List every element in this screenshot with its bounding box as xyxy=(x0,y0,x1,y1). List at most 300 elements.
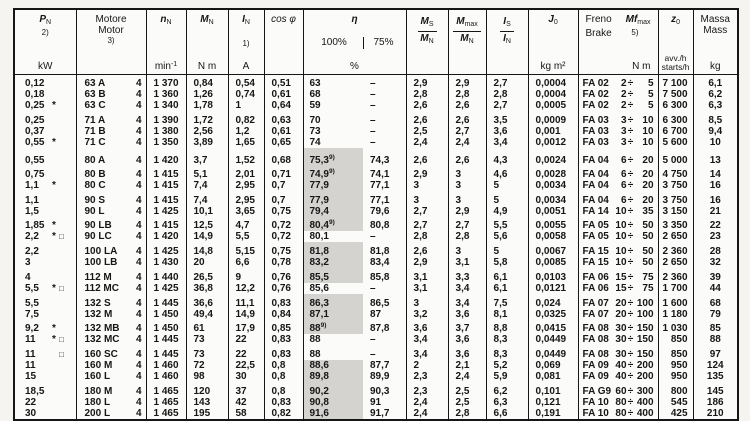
current-cell: 1 xyxy=(228,100,264,111)
brake-cell xyxy=(578,334,658,345)
table-row xyxy=(14,217,738,231)
starts-per-hour-cell: 3 750 xyxy=(658,180,693,191)
ms-mn-cell: 2 xyxy=(406,360,448,371)
divide-sign: ÷ xyxy=(627,115,634,126)
brake-torque-max: 75 xyxy=(642,272,654,283)
speed-cell: 1 450 xyxy=(146,320,186,334)
ms-mn-cell: 3 xyxy=(406,180,448,191)
cosphi-cell: 0,8 xyxy=(264,382,303,397)
col-header-mn: $M_N$ N m xyxy=(186,9,228,75)
speed-cell: 1 425 xyxy=(146,242,186,257)
speed-cell: 1 445 xyxy=(146,294,186,309)
inertia-cell: 0,001 xyxy=(528,126,578,137)
star-mark: * xyxy=(52,220,56,231)
mass-cell: 28 xyxy=(709,246,721,257)
eta75-cell: – xyxy=(363,345,406,360)
eta100-cell: 74,9$^{9)}$ xyxy=(303,166,363,180)
mass-cell: 16 xyxy=(709,195,721,206)
is-in-cell: 5,8 xyxy=(486,257,528,268)
table-row xyxy=(14,360,738,371)
pn-value: 0,55 xyxy=(25,155,45,166)
poles-value: 4 xyxy=(135,283,142,294)
starts-per-hour-cell: 850 xyxy=(658,345,693,360)
inertia-cell: 0,0034 xyxy=(528,180,578,191)
inertia-cell: 0,0051 xyxy=(528,206,578,217)
inertia-cell: 0,0058 xyxy=(528,231,578,242)
col-header-j0: $J_0$ kg m² xyxy=(528,9,578,75)
star-mark: * xyxy=(52,100,56,111)
pn-cell xyxy=(14,242,76,257)
divide-sign: ÷ xyxy=(627,257,634,268)
motor-designation: 132 S xyxy=(84,298,111,309)
pn-value: 1,5 xyxy=(25,206,39,217)
pn-value: 0,18 xyxy=(25,89,45,100)
ms-mn-cell: 3,6 xyxy=(406,320,448,334)
cosphi-cell: 0,82 xyxy=(264,408,303,420)
motor-cell xyxy=(76,268,146,283)
brake-torque-min: 6 xyxy=(620,155,627,166)
speed-cell: 1 445 xyxy=(146,345,186,360)
mmax-mn-cell: 2,6 xyxy=(448,100,486,111)
divide-sign: ÷ xyxy=(627,220,634,231)
motor-cell xyxy=(76,137,146,148)
starts-per-hour-cell: 3 750 xyxy=(658,191,693,206)
pn-cell xyxy=(14,283,76,294)
brake-torque-min: 3 xyxy=(620,115,627,126)
poles-value: 4 xyxy=(135,246,142,257)
divide-sign: ÷ xyxy=(627,246,634,257)
brake-cell xyxy=(578,180,658,191)
inertia-cell: 0,191 xyxy=(528,408,578,420)
divide-sign: ÷ xyxy=(627,126,634,137)
table-row xyxy=(14,268,738,283)
eta75-cell: 91,7 xyxy=(363,408,406,420)
eta100-cell: 77,9 xyxy=(303,191,363,206)
motor-cell xyxy=(76,111,146,126)
speed-cell: 1 420 xyxy=(146,231,186,242)
pn-cell xyxy=(14,180,76,191)
table-row xyxy=(14,408,738,420)
mmax-mn-cell: 2,5 xyxy=(448,397,486,408)
starts-per-hour-cell: 2 650 xyxy=(658,231,693,242)
torque-cell: 36,8 xyxy=(186,283,228,294)
table-row xyxy=(14,257,738,268)
poles-value: 4 xyxy=(135,360,142,371)
brake-torque-max: 20 xyxy=(642,195,654,206)
brake-cell xyxy=(578,191,658,206)
mass-cell: 13 xyxy=(709,155,721,166)
eta75-cell: – xyxy=(363,334,406,345)
eta100-cell: 87,1 xyxy=(303,309,363,320)
brake-torque-max: 20 xyxy=(642,180,654,191)
ms-mn-cell: 2,4 xyxy=(406,408,448,420)
pn-cell xyxy=(14,100,76,111)
starts-per-hour-cell: 1 030 xyxy=(658,320,693,334)
eta75-cell: – xyxy=(363,283,406,294)
torque-cell: 98 xyxy=(186,371,228,382)
brake-torque-max: 50 xyxy=(642,257,654,268)
eta75-cell: 85,8 xyxy=(363,268,406,283)
current-cell: 22 xyxy=(228,334,264,345)
motor-table-body xyxy=(14,75,738,421)
motor-cell xyxy=(76,257,146,268)
is-in-cell: 5 xyxy=(486,242,528,257)
pn-value: 1,85 xyxy=(25,220,45,231)
inertia-cell: 0,0024 xyxy=(528,148,578,166)
is-in-cell: 6,1 xyxy=(486,268,528,283)
pn-cell xyxy=(14,382,76,397)
pn-cell xyxy=(14,191,76,206)
divide-sign: ÷ xyxy=(627,169,634,180)
table-header xyxy=(14,9,738,75)
divide-sign: ÷ xyxy=(627,408,634,419)
eta100-cell: 63 xyxy=(309,78,321,89)
inertia-cell: 0,0009 xyxy=(528,111,578,126)
brake-torque-min: 10 xyxy=(615,246,627,257)
speed-cell: 1 465 xyxy=(146,408,186,420)
torque-cell: 12,5 xyxy=(186,217,228,231)
brake-cell xyxy=(578,309,658,320)
ms-mn-cell: 3 xyxy=(406,191,448,206)
starts-per-hour-cell: 2 360 xyxy=(658,268,693,283)
star-mark: * xyxy=(52,137,56,148)
brake-torque-min: 80 xyxy=(615,408,627,419)
table-row xyxy=(14,180,738,191)
brake-type: FA 02 xyxy=(582,89,609,100)
pn-cell xyxy=(14,75,76,90)
brake-torque-min: 10 xyxy=(615,206,627,217)
mass-cell: 145 xyxy=(706,386,724,397)
cosphi-cell: 0,8 xyxy=(264,360,303,371)
eta75-cell: 80,8 xyxy=(363,217,406,231)
motor-designation: 132 MB xyxy=(84,323,120,334)
motor-designation: 160 M xyxy=(84,360,113,371)
current-cell: 5,15 xyxy=(228,242,264,257)
mmax-mn-cell: 2,8 xyxy=(448,89,486,100)
brake-torque-max: 5 xyxy=(647,100,654,111)
motor-cell xyxy=(76,382,146,397)
torque-cell: 14,8 xyxy=(186,242,228,257)
torque-cell: 120 xyxy=(186,382,228,397)
inertia-cell: 0,0012 xyxy=(528,137,578,148)
brake-torque-min: 20 xyxy=(615,309,627,320)
is-in-cell: 8,1 xyxy=(486,309,528,320)
mmax-mn-cell: 3,6 xyxy=(448,334,486,345)
brake-torque-max: 300 xyxy=(636,386,654,397)
poles-value: 4 xyxy=(135,371,142,382)
brake-torque-min: 3 xyxy=(620,137,627,148)
table-row xyxy=(14,382,738,397)
brake-type: FA 04 xyxy=(582,169,609,180)
starts-per-hour-cell: 5 000 xyxy=(658,148,693,166)
eta75-cell: 91 xyxy=(363,397,406,408)
divide-sign: ÷ xyxy=(627,137,634,148)
motor-designation: 112 MC xyxy=(84,283,119,294)
speed-cell: 1 465 xyxy=(146,397,186,408)
current-cell: 4,7 xyxy=(228,217,264,231)
brake-torque-max: 150 xyxy=(636,349,654,360)
pn-cell xyxy=(14,111,76,126)
eta75-cell: 90,3 xyxy=(363,382,406,397)
brake-torque-max: 100 xyxy=(636,309,654,320)
motor-cell xyxy=(76,126,146,137)
brake-torque-max: 10 xyxy=(642,137,654,148)
square-mark: □ xyxy=(59,350,64,359)
ms-mn-cell: 2,6 xyxy=(406,111,448,126)
col-header-in: $I_N$ 1) A xyxy=(228,9,264,75)
divide-sign: ÷ xyxy=(627,272,634,283)
brake-cell xyxy=(578,397,658,408)
is-in-cell: 4,6 xyxy=(486,166,528,180)
brake-torque-min: 40 xyxy=(615,360,627,371)
motor-cell xyxy=(76,75,146,90)
brake-torque-min: 10 xyxy=(615,231,627,242)
mass-cell: 21 xyxy=(709,206,721,217)
cosphi-cell: 0,72 xyxy=(264,231,303,242)
brake-torque-min: 40 xyxy=(615,371,627,382)
square-mark: □ xyxy=(59,232,64,241)
brake-torque-min: 6 xyxy=(620,180,627,191)
mmax-mn-cell: 2,9 xyxy=(448,206,486,217)
brake-type: FA 07 xyxy=(582,298,609,309)
pn-cell xyxy=(14,360,76,371)
mass-cell: 68 xyxy=(709,298,721,309)
eta100-cell: 59 xyxy=(309,100,321,111)
is-in-cell: 5,9 xyxy=(486,371,528,382)
motor-cell xyxy=(76,397,146,408)
current-cell: 30 xyxy=(228,371,264,382)
pn-value: 0,75 xyxy=(25,169,45,180)
is-in-cell: 5,5 xyxy=(486,217,528,231)
motor-cell xyxy=(76,180,146,191)
brake-torque-min: 30 xyxy=(615,349,627,360)
eta75-cell: 79,6 xyxy=(363,206,406,217)
brake-cell xyxy=(578,294,658,309)
mass-cell: 79 xyxy=(709,309,721,320)
pn-value: 22 xyxy=(25,397,37,408)
ms-mn-cell: 2,4 xyxy=(406,397,448,408)
brake-type: FA 05 xyxy=(582,231,609,242)
cosphi-cell: 0,83 xyxy=(264,294,303,309)
eta75-cell: 77,1 xyxy=(363,180,406,191)
starts-per-hour-cell: 6 700 xyxy=(658,126,693,137)
is-in-cell: 8,3 xyxy=(486,345,528,360)
is-in-cell: 5,2 xyxy=(486,360,528,371)
speed-cell: 1 460 xyxy=(146,371,186,382)
eta100-cell: 79,4 xyxy=(303,206,363,217)
brake-type: FA 09 xyxy=(582,360,609,371)
star-mark: * xyxy=(52,334,56,345)
brake-cell xyxy=(578,382,658,397)
ms-mn-cell: 2,6 xyxy=(406,100,448,111)
eta100-cell: 81,8 xyxy=(303,242,363,257)
pn-cell xyxy=(14,268,76,283)
brake-cell xyxy=(578,148,658,166)
brake-cell xyxy=(578,206,658,217)
speed-cell: 1 460 xyxy=(146,360,186,371)
mmax-mn-cell: 2,6 xyxy=(448,148,486,166)
brake-torque-min: 10 xyxy=(615,220,627,231)
brake-type: FA 06 xyxy=(582,283,609,294)
divide-sign: ÷ xyxy=(627,195,634,206)
motor-cell xyxy=(76,309,146,320)
is-in-cell: 6,3 xyxy=(486,397,528,408)
col-header-motor: Motore Motor 3) xyxy=(76,9,146,75)
is-in-cell: 3,5 xyxy=(486,111,528,126)
brake-type: FA G9 xyxy=(582,386,612,397)
motor-designation: 90 LB xyxy=(84,220,112,231)
motor-designation: 71 B xyxy=(84,126,106,137)
ms-mn-cell: 3,4 xyxy=(406,334,448,345)
poles-value: 4 xyxy=(135,100,142,111)
brake-type: FA 02 xyxy=(582,78,609,89)
motor-designation: 63 A xyxy=(84,78,106,89)
divide-sign: ÷ xyxy=(627,349,634,360)
motor-cell xyxy=(76,283,146,294)
table-row xyxy=(14,283,738,294)
pn-value: 18,5 xyxy=(25,386,45,397)
speed-cell: 1 425 xyxy=(146,206,186,217)
brake-torque-min: 2 xyxy=(620,100,627,111)
divide-sign: ÷ xyxy=(627,323,634,334)
speed-cell: 1 450 xyxy=(146,309,186,320)
table-row xyxy=(14,206,738,217)
starts-per-hour-cell: 7 100 xyxy=(658,75,693,90)
is-in-cell: 6,2 xyxy=(486,382,528,397)
motor-cell xyxy=(76,334,146,345)
inertia-cell: 0,0004 xyxy=(528,75,578,90)
is-in-cell: 4,9 xyxy=(486,206,528,217)
torque-cell: 10,1 xyxy=(186,206,228,217)
eta75-cell: – xyxy=(363,100,406,111)
ms-mn-cell: 3 xyxy=(406,294,448,309)
brake-torque-max: 5 xyxy=(647,89,654,100)
brake-cell xyxy=(578,75,658,90)
mass-cell: 210 xyxy=(706,408,724,419)
motor-cell xyxy=(76,206,146,217)
motor-designation: 100 LB xyxy=(84,257,118,268)
motor-cell xyxy=(76,191,146,206)
brake-torque-min: 60 xyxy=(615,386,627,397)
table-row xyxy=(14,294,738,309)
starts-per-hour-cell: 6 300 xyxy=(658,111,693,126)
pn-value: 1,1 xyxy=(25,180,39,191)
motor-cell xyxy=(76,100,146,111)
brake-type: FA 03 xyxy=(582,137,609,148)
eta75-cell: 86,5 xyxy=(363,294,406,309)
speed-cell: 1 465 xyxy=(146,382,186,397)
torque-cell: 61 xyxy=(186,320,228,334)
motor-designation: 180 M xyxy=(84,386,113,397)
motor-designation: 63 C xyxy=(84,100,106,111)
mass-cell: 23 xyxy=(709,231,721,242)
eta75-cell: 87 xyxy=(363,309,406,320)
mmax-mn-cell: 3,6 xyxy=(448,309,486,320)
motor-designation: 63 B xyxy=(84,89,106,100)
brake-torque-max: 5 xyxy=(647,78,654,89)
current-cell: 1,2 xyxy=(228,126,264,137)
pn-cell xyxy=(14,89,76,100)
pn-value: 0,12 xyxy=(25,78,45,89)
mass-cell: 10 xyxy=(709,137,721,148)
divide-sign: ÷ xyxy=(627,78,634,89)
cosphi-cell: 0,7 xyxy=(264,191,303,206)
poles-value: 4 xyxy=(135,309,142,320)
inertia-cell: 0,0034 xyxy=(528,191,578,206)
starts-per-hour-cell: 425 xyxy=(658,408,693,420)
starts-per-hour-cell: 3 350 xyxy=(658,217,693,231)
brake-torque-min: 20 xyxy=(615,298,627,309)
inertia-cell: 0,069 xyxy=(528,360,578,371)
inertia-cell: 0,0055 xyxy=(528,217,578,231)
brake-torque-min: 3 xyxy=(620,126,627,137)
divide-sign: ÷ xyxy=(627,371,634,382)
cosphi-cell: 0,83 xyxy=(264,345,303,360)
eta75-cell: – xyxy=(363,111,406,126)
mmax-mn-cell: 3 xyxy=(448,180,486,191)
is-in-cell: 5 xyxy=(486,191,528,206)
starts-per-hour-cell: 800 xyxy=(658,382,693,397)
brake-torque-max: 50 xyxy=(642,246,654,257)
motor-designation: 160 L xyxy=(84,371,111,382)
eta100-cell: 91,6 xyxy=(303,408,363,420)
eta100-cell: 85,6 xyxy=(309,283,329,294)
motor-cell xyxy=(76,217,146,231)
starts-per-hour-cell: 545 xyxy=(658,397,693,408)
inertia-cell: 0,0004 xyxy=(528,89,578,100)
square-mark: □ xyxy=(59,335,64,344)
motor-cell xyxy=(76,166,146,180)
mmax-mn-cell: 3 xyxy=(448,242,486,257)
mass-cell: 8,5 xyxy=(708,115,723,126)
motor-cell xyxy=(76,242,146,257)
brake-type: FA 04 xyxy=(582,180,609,191)
divide-sign: ÷ xyxy=(627,298,634,309)
speed-cell: 1 380 xyxy=(146,126,186,137)
current-cell: 2,95 xyxy=(228,180,264,191)
table-row xyxy=(14,345,738,360)
divide-sign: ÷ xyxy=(627,386,634,397)
torque-cell: 1,26 xyxy=(186,89,228,100)
brake-torque-min: 2 xyxy=(620,89,627,100)
motor-designation: 132 M xyxy=(84,309,113,320)
cosphi-cell: 0,84 xyxy=(264,309,303,320)
is-in-cell: 4,3 xyxy=(486,148,528,166)
motor-designation: 180 L xyxy=(84,397,111,408)
mass-cell: 88 xyxy=(709,334,721,345)
eta75-cell: 74,3 xyxy=(363,148,406,166)
mmax-mn-cell: 2,7 xyxy=(448,126,486,137)
cosphi-cell: 0,76 xyxy=(264,283,303,294)
pn-cell xyxy=(14,217,76,231)
brake-type: FA 03 xyxy=(582,126,609,137)
eta75-cell: – xyxy=(363,137,406,148)
brake-cell xyxy=(578,231,658,242)
speed-cell: 1 370 xyxy=(146,75,186,90)
divide-sign: ÷ xyxy=(627,309,634,320)
eta75-cell: 74,1 xyxy=(363,166,406,180)
torque-cell: 3,7 xyxy=(186,148,228,166)
inertia-cell: 0,081 xyxy=(528,371,578,382)
current-cell: 2,95 xyxy=(228,191,264,206)
starts-per-hour-cell: 3 150 xyxy=(658,206,693,217)
motor-designation: 132 MC xyxy=(84,334,120,345)
pn-cell xyxy=(14,137,76,148)
current-cell: 0,54 xyxy=(228,75,264,90)
motor-designation: 90 LC xyxy=(84,231,112,242)
mass-cell: 39 xyxy=(709,272,721,283)
ms-mn-cell: 2,6 xyxy=(406,148,448,166)
